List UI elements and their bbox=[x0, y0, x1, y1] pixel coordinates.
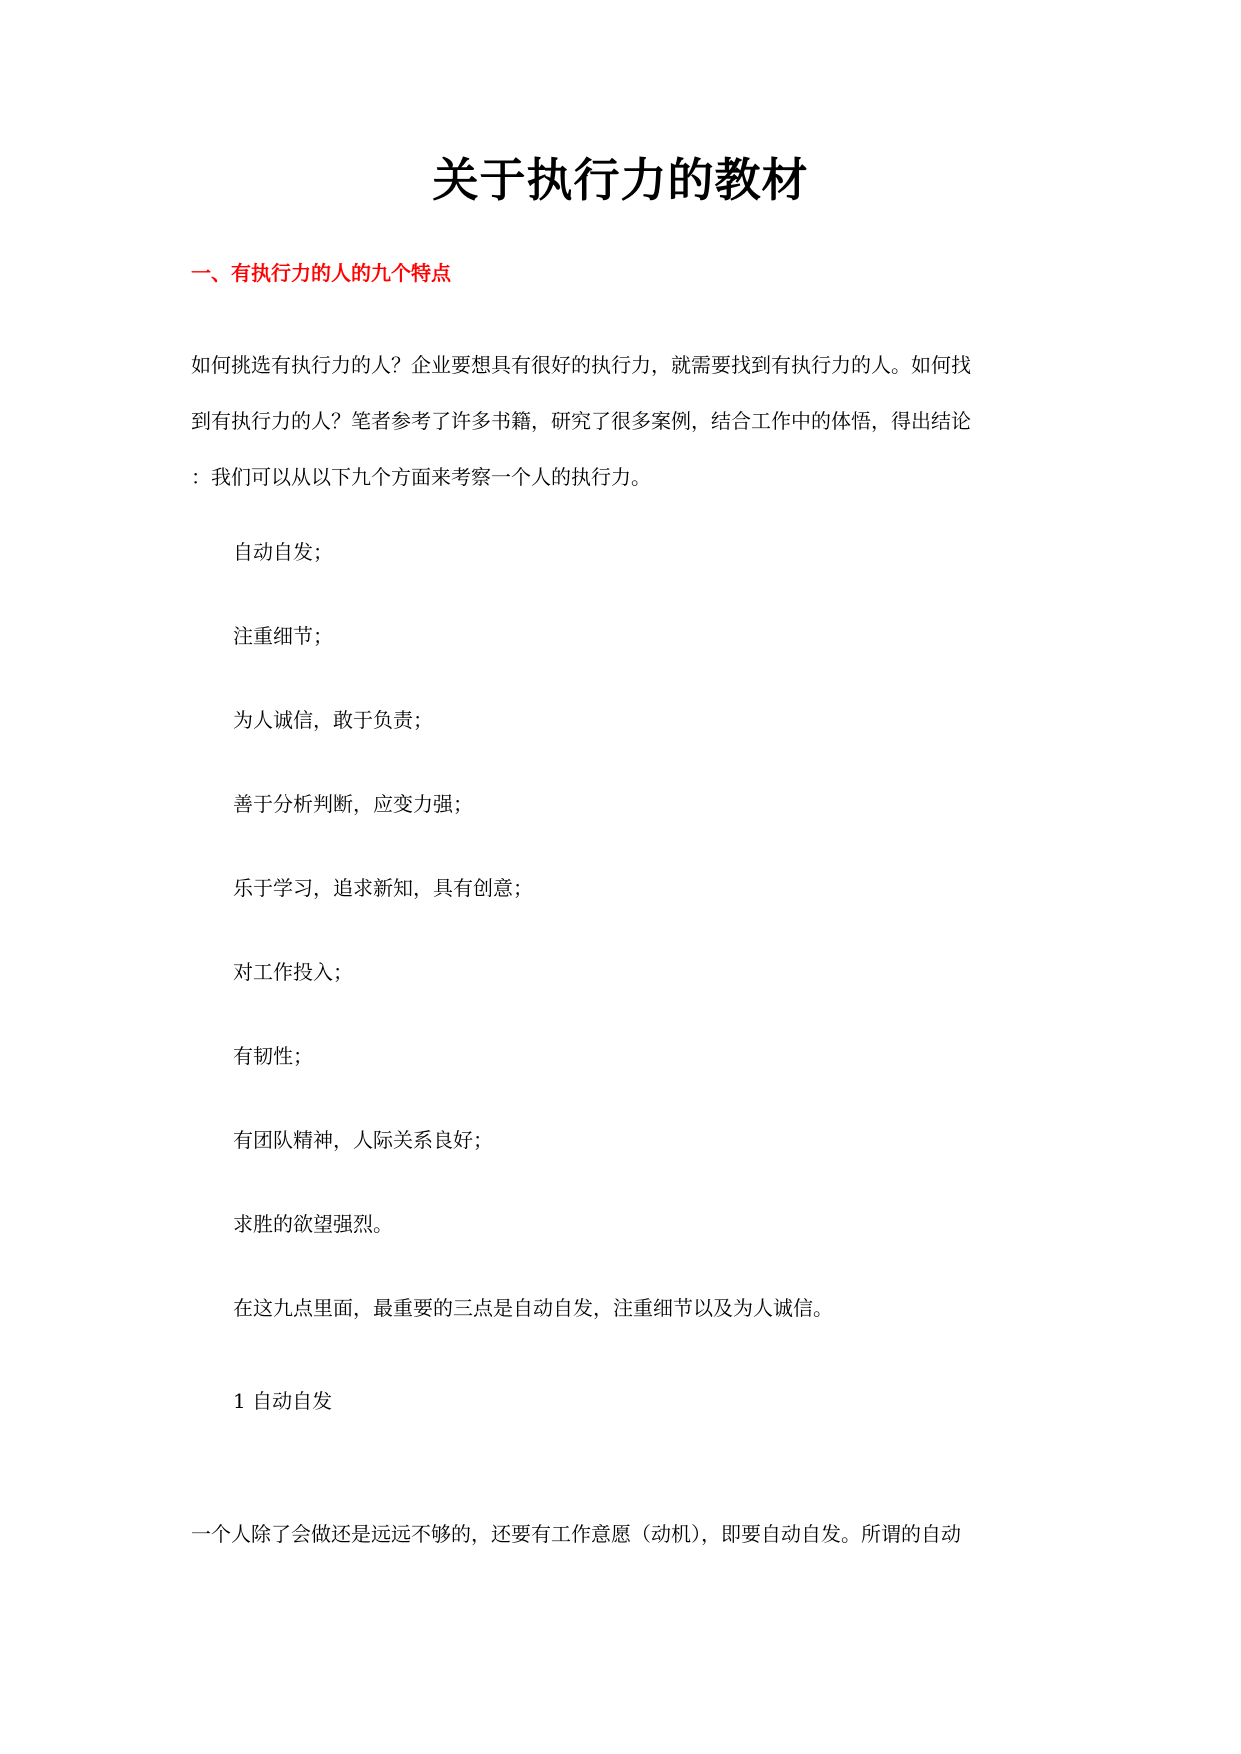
intro-line: 如何挑选有执行力的人？企业要想具有很好的执行力，就需要找到有执行力的人。如何找 bbox=[191, 353, 971, 377]
subsection-heading: 1 自动自发 bbox=[233, 1389, 333, 1413]
document-title: 关于执行力的教材 bbox=[432, 153, 809, 207]
trait-item: 有韧性； bbox=[233, 1044, 313, 1068]
trait-item: 对工作投入； bbox=[233, 960, 353, 984]
section-heading: 一、有执行力的人的九个特点 bbox=[191, 261, 451, 285]
trait-item: 求胜的欲望强烈。 bbox=[233, 1212, 393, 1236]
summary-text: 在这九点里面，最重要的三点是自动自发，注重细节以及为人诚信。 bbox=[233, 1296, 833, 1320]
intro-line: 到有执行力的人？笔者参考了许多书籍，研究了很多案例，结合工作中的体悟，得出结论 bbox=[191, 409, 971, 433]
trait-item: 自动自发； bbox=[233, 540, 333, 564]
intro-paragraph bbox=[191, 337, 1051, 505]
trait-item: 注重细节； bbox=[233, 624, 333, 648]
trait-item: 乐于学习，追求新知，具有创意； bbox=[233, 876, 533, 900]
trait-item: 为人诚信，敢于负责； bbox=[233, 708, 433, 732]
intro-line: ：我们可以从以下九个方面来考察一个人的执行力。 bbox=[191, 465, 651, 489]
trait-item: 有团队精神，人际关系良好； bbox=[233, 1128, 493, 1152]
trait-item: 善于分析判断，应变力强； bbox=[233, 792, 473, 816]
body-paragraph: 一个人除了会做还是远远不够的，还要有工作意愿（动机），即要自动自发。所谓的自动 bbox=[191, 1522, 961, 1546]
